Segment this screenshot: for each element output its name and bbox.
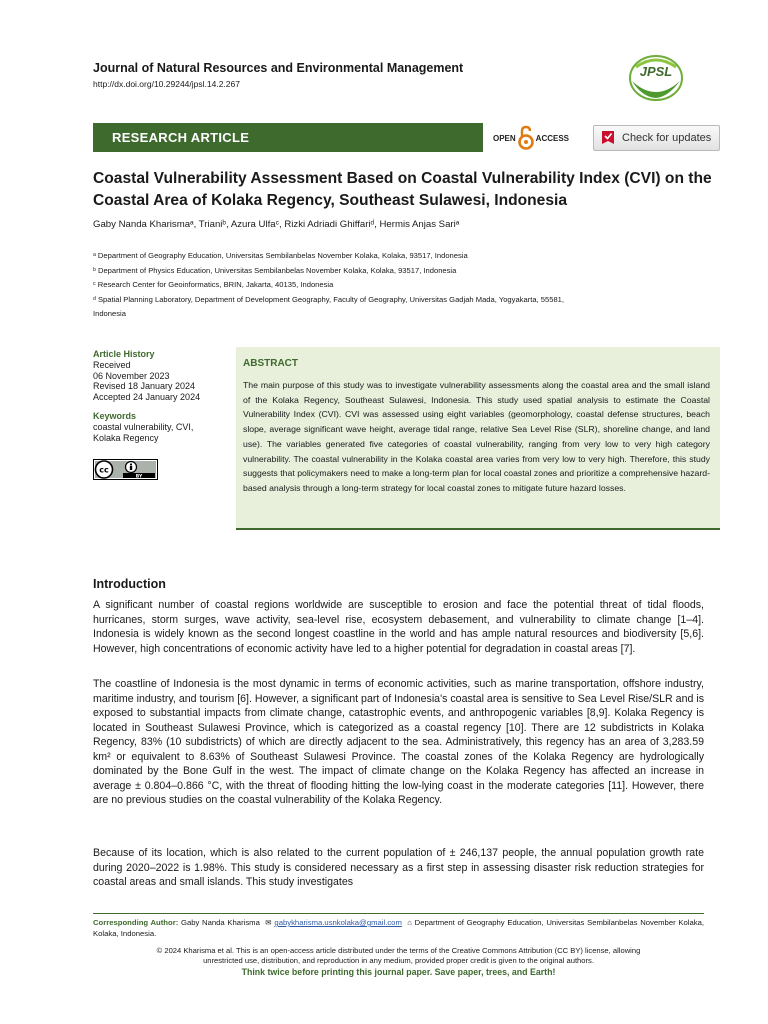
corresponding-author <box>93 913 704 939</box>
crossmark-icon <box>600 129 616 147</box>
corr-name: Gaby Nanda Kharisma <box>180 918 260 927</box>
cc-text: cc <box>99 465 109 475</box>
keywords-heading: Keywords <box>93 410 137 421</box>
revised-date: Revised 18 January 2024 <box>93 381 196 392</box>
journal-logo <box>628 51 684 101</box>
article-info-sidebar <box>93 349 233 443</box>
affiliation-item: ᵈ Spatial Planning Laboratory, Department of Development Geography, Faculty of Geography, Universitas Gadjah Mada, Yogyakarta, 55581, <box>93 294 564 304</box>
license-notice <box>93 946 704 966</box>
body-paragraph: The coastline of Indonesia is the most dynamic in terms of economic activities, such as marine transportation, offshore industry, maritime industry, and tourism [6]. However, a significant part of Indonesia's coastal area is sensitive to Sea Level Rise/SLR and is exposed to substantial impacts from climate change, catastrophic events, and anthropogenic variables [8,9]. Kolaka Regency is located in Southeast Sulawesi Province, which is categorized as a coastal regency [10]. There are 12 subdistricts in Kolaka Regency, 83% (10 subdistricts) of which are directly adjacent to the sea. Administratively, this regency has an area of 3,283.59 km² or equivalent to 8.63% of Southeast Sulawesi Province. The coastal zones of the Kolaka Regency are hydrologically dominated by the Bone Gulf in the west. The impact of climate change on the Kolaka Regency has affected an increase in average ± 0.804–0.866 °C, with the threat of flooding hitting the low-lying coast in the moderate categories [11]. However, there are no previous studies on the coastal vulnerability of the Kolaka Regency. <box>93 678 704 806</box>
open-label: OPEN <box>493 133 516 143</box>
open-access-lock-icon <box>518 125 534 151</box>
by-text: BY <box>135 474 143 480</box>
introduction-heading: Introduction <box>93 577 166 591</box>
check-for-updates-button[interactable] <box>593 125 720 151</box>
logo-text: JPSL <box>639 64 673 79</box>
body-paragraph: A significant number of coastal regions worldwide are susceptible to erosion and face the potential threat of tidal floods, hurricanes, storm surges, wave activity, sea-level rise, ecosystem debasement, and vulnerability to climate change [1–4]. Indonesia is widely known as the second longest coastline in the world and has ample natural resources and biodiversity [5,6]. However, high concentrations of economic activity have led to a higher potential for degradation in coastal areas [7]. <box>93 599 704 655</box>
article-title: Coastal Vulnerability Assessment Based on Coastal Vulnerability Index (CVI) on the Coastal Area of Kolaka Regency, Southeast Sulawesi, Indonesia <box>93 170 712 209</box>
keywords-line: coastal vulnerability, CVI, <box>93 421 194 432</box>
affiliations <box>93 249 708 322</box>
open-access-badge <box>493 124 569 152</box>
institution-icon: ⌂ <box>407 918 412 927</box>
check-for-updates-label: Check for updates <box>622 132 712 144</box>
affiliation-item: Indonesia <box>93 309 126 319</box>
affiliation-item: ᵇ Department of Physics Education, Universitas Sembilanbelas November Kolaka, Kolaka, 93517, Indonesia <box>93 265 457 275</box>
license-line: © 2024 Kharisma et al. This is an open-access article distributed under the terms of the Creative Commons Attribution (CC BY) license, allowing <box>156 946 641 955</box>
doi-link[interactable]: http://dx.doi.org/10.29244/jpsl.14.2.267 <box>93 79 240 89</box>
abstract-text: The main purpose of this study was to investigate vulnerability assessments along the coastal area and the small island of the Kolaka Regency, Southeast Sulawesi, Indonesia. This study used spatial analysis to estimate the Coastal Vulnerability Index (CVI). CVI was assessed using eight variables (geomorphology, coastal defense structures, beach slope, average significant wave height, average tidal range, relative Sea Level Rise (SLR), shoreline change, and land use). The variables generated five categories of coastal vulnerability, ranging from very low to very high category vulnerability. The coastal vulnerability in the Kolaka coastal area varies from very low to very high. Therefore, this study suggests that policymakers need to make a long-term plan for local coastal zones and prioritize a comprehensive hazard-based analysis through a long-term strategy for local coastal zones to mitigate future hazard losses. <box>243 380 710 493</box>
received-label: Received <box>93 359 131 370</box>
email-icon: ✉ <box>265 918 272 927</box>
section-banner: RESEARCH ARTICLE <box>93 123 483 152</box>
affiliation-item: ᵃ Department of Geography Education, Universitas Sembilanbelas November Kolaka, Kolaka, 93517, Indonesia <box>93 251 468 260</box>
journal-name: Journal of Natural Resources and Environmental Management <box>93 61 464 75</box>
affiliation-item: ᶜ Research Center for Geoinformatics, BRIN, Jakarta, 40135, Indonesia <box>93 280 334 290</box>
license-line: unrestricted use, distribution, and reproduction in any medium, provided proper credit is given to the original authors. <box>203 956 594 965</box>
history-heading: Article History <box>93 349 155 359</box>
author-list: Gaby Nanda Kharismaᵃ, Trianiᵇ, Azura Ulfaᶜ, Rizki Adriadi Ghiffariᵈ, Hermis Anjas Sariᵃ <box>93 219 460 230</box>
body-paragraph: Because of its location, which is also related to the current population of ± 246,137 people, the annual population growth rate during 2020–2022 is 1.98%. This study is considered necessary as a first step in assessing disaster risk reduction strategies for coastal areas and small islands. This study investigates <box>93 847 704 888</box>
accepted-date: Accepted 24 January 2024 <box>93 392 201 403</box>
received-date: 06 November 2023 <box>93 370 170 381</box>
cc-by-license-icon[interactable] <box>93 459 158 480</box>
corr-email-link[interactable]: gabykharisma.usnkolaka@gmail.com <box>274 918 402 927</box>
keywords-line: Kolaka Regency <box>93 432 159 443</box>
print-notice: Think twice before printing this journal paper. Save paper, trees, and Earth! <box>241 967 556 977</box>
corr-label: Corresponding Author: <box>93 918 179 927</box>
abstract-heading: ABSTRACT <box>243 358 298 369</box>
corr-affiliation: Department of Geography Education, Universitas Sembilanbelas November Kolaka, Kolaka, Indonesia. <box>93 918 704 938</box>
access-label: ACCESS <box>535 133 570 143</box>
